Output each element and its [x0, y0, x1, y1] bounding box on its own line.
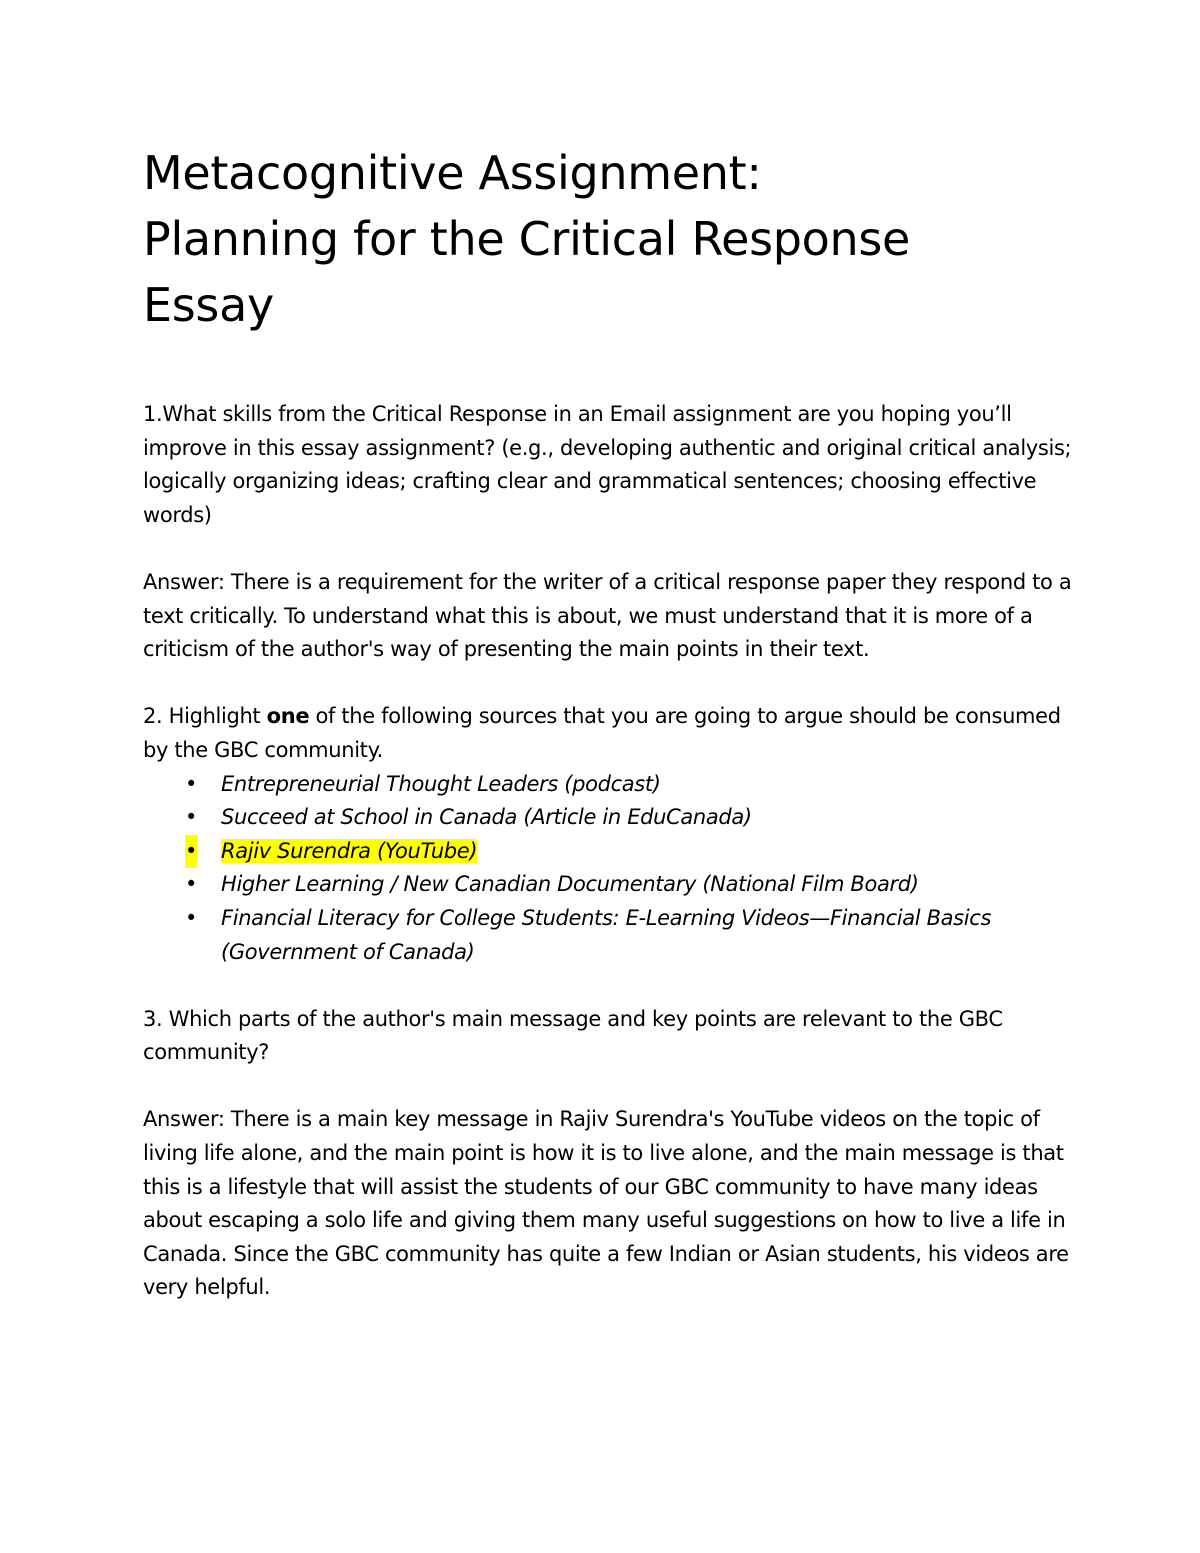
- title-line-2: Planning for the Critical Response: [143, 212, 910, 266]
- title-line-3: Essay: [143, 278, 274, 332]
- spacer: [143, 667, 1083, 701]
- source-item: [143, 868, 1083, 902]
- source-item: [143, 801, 1083, 835]
- bullet-icon: •: [185, 835, 197, 869]
- source-label: Entrepreneurial Thought Leaders (podcast): [221, 771, 661, 796]
- spacer: [143, 969, 1083, 1003]
- spacer: [143, 338, 1083, 398]
- source-label: Succeed at School in Canada (Article in EduCanada): [221, 805, 752, 830]
- question-2-text-after: of the following sources that you are going to argue should be consumed by the GBC community.: [143, 704, 1061, 762]
- answer-1: Answer: There is a requirement for the writer of a critical response paper they respond to a text critically. To understand what this is about, we must understand that it is more of a criticism of the author's way of presenting the main points in their text.: [143, 569, 1072, 662]
- question-3: 3. Which parts of the author's main message and key points are relevant to the GBC community?: [143, 1006, 1003, 1065]
- bullet-icon: •: [185, 905, 198, 930]
- bullet-icon: •: [185, 771, 198, 796]
- source-item-highlighted: [143, 835, 1083, 869]
- source-item: [143, 768, 1083, 802]
- document-title: [143, 140, 1083, 338]
- question-2-text-before: 2. Highlight: [143, 704, 267, 729]
- title-line-1: Metacognitive Assignment:: [143, 146, 762, 200]
- source-item: [143, 902, 1083, 969]
- source-label: Financial Literacy for College Students: E-Learning Videos—Financial Basics (Government of Canada): [221, 905, 992, 964]
- spacer: [143, 1070, 1083, 1104]
- document-body: [143, 140, 1083, 1305]
- question-2: [143, 700, 1083, 767]
- source-label: Higher Learning / New Canadian Documentary (National Film Board): [221, 872, 919, 897]
- bullet-icon: •: [185, 872, 198, 897]
- bullet-icon: •: [185, 805, 198, 830]
- question-1: 1.What skills from the Critical Response in an Email assignment are you hoping you’ll improve in this essay assignment? (e.g., developing authentic and original critical analysis; logically organizing ideas; crafting clear and grammatical sentences; choosing effective words): [143, 402, 1072, 527]
- source-list: [143, 768, 1083, 970]
- spacer: [143, 532, 1083, 566]
- source-label-highlighted: Rajiv Surendra (YouTube): [221, 838, 478, 863]
- answer-3: Answer: There is a main key message in Rajiv Surendra's YouTube videos on the topic of living life alone, and the main point is how it is to live alone, and the main message is that this is a lifestyle that will assist the students of our GBC community to have many ideas about escaping a solo life and giving them many useful suggestions on how to live a life in Canada. Since the GBC community has quite a few Indian or Asian students, his videos are very helpful.: [143, 1107, 1069, 1300]
- question-2-emphasis: one: [266, 704, 310, 729]
